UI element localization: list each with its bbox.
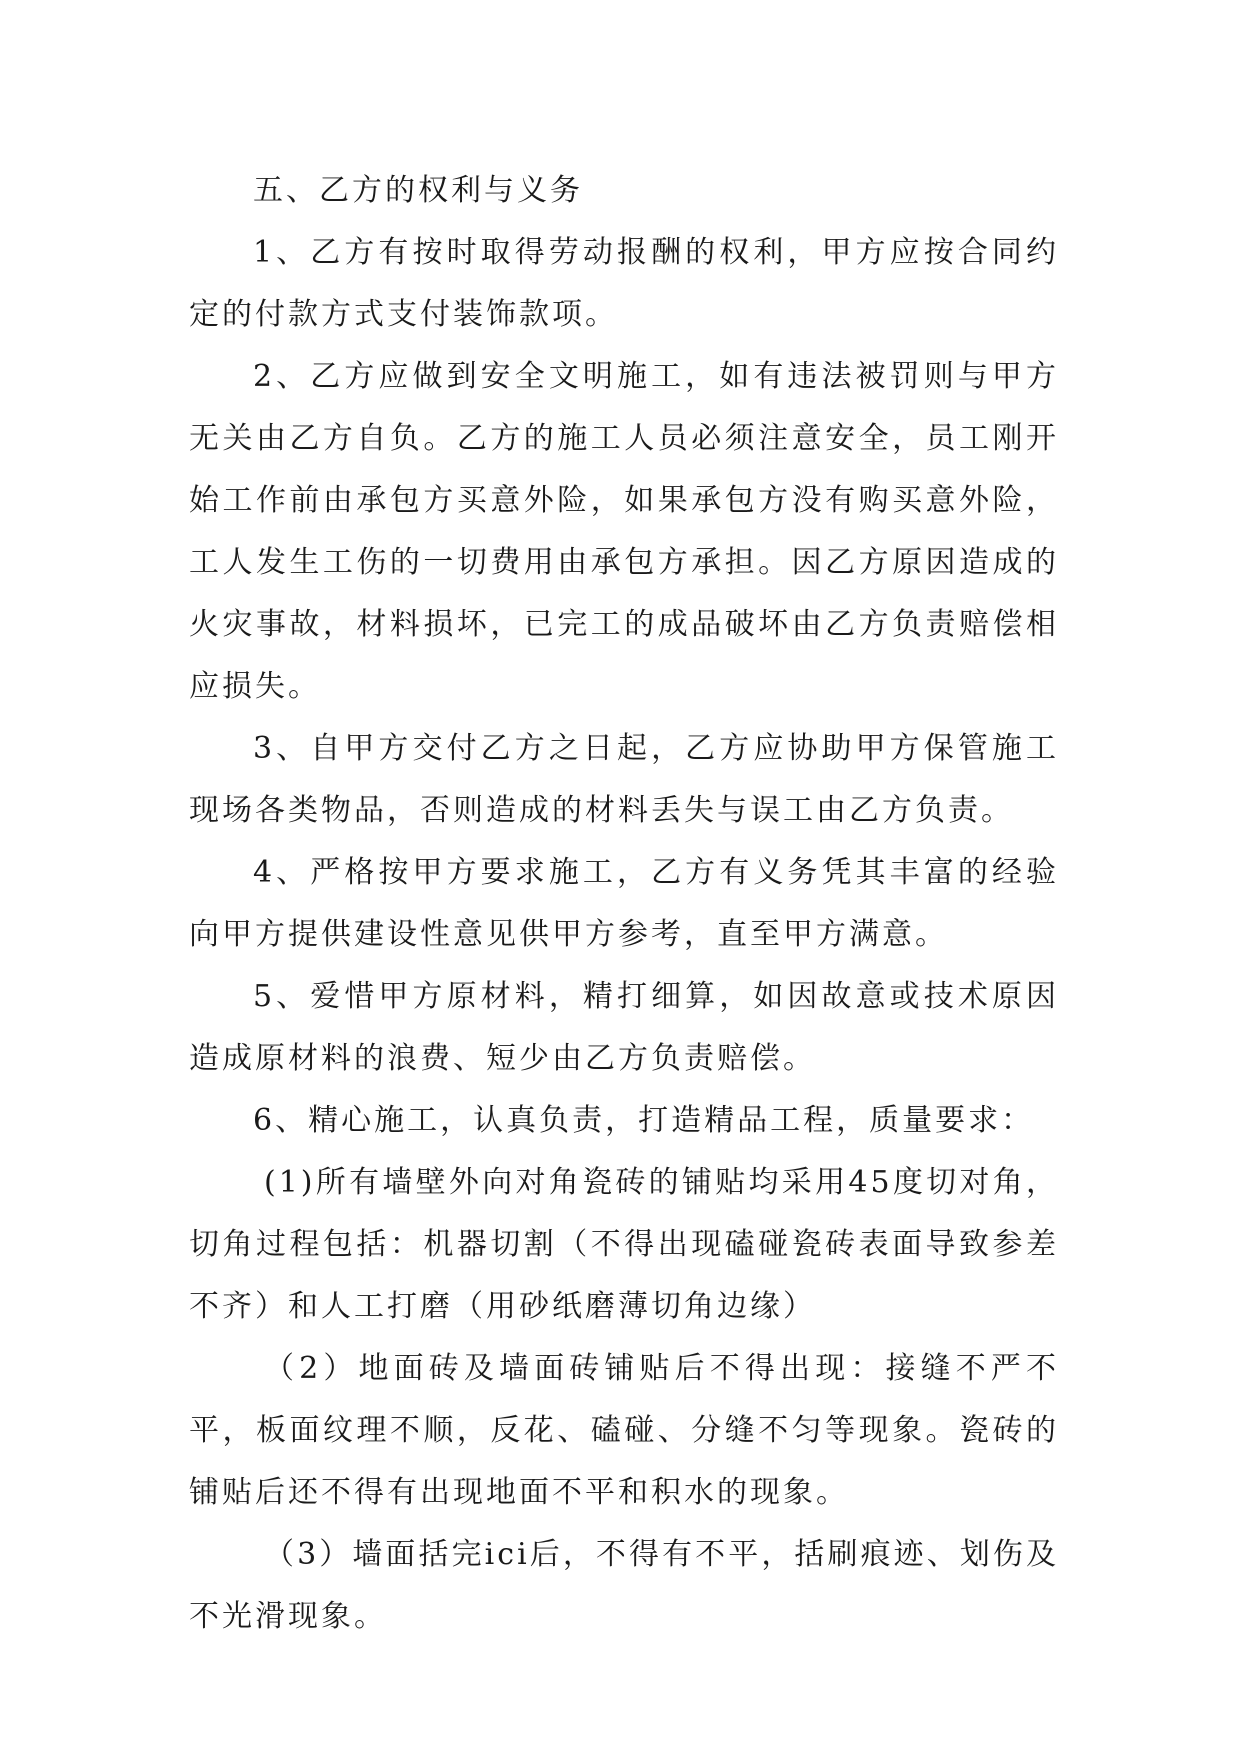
sub-item-3: （3）墙面括完ici后，不得有不平，括刷痕迹、划伤及不光滑现象。 (189, 1537, 1059, 1634)
paragraph-3: 3、自甲方交付乙方之日起，乙方应协助甲方保管施工现场各类物品，否则造成的材料丢失与误工由乙方负责。 (189, 731, 1059, 828)
paragraph-6: 6、精心施工，认真负责，打造精品工程，质量要求： (253, 1103, 1035, 1138)
sub-item-1: (1)所有墙壁外向对角瓷砖的铺贴均采用45度切对角，切角过程包括：机器切割（不得出现磕碰瓷砖表面导致参差不齐）和人工打磨（用砂纸磨薄切角边缘） (189, 1165, 1059, 1324)
paragraph-2: 2、乙方应做到安全文明施工，如有违法被罚则与甲方无关由乙方自负。乙方的施工人员必须注意安全，员工刚开始工作前由承包方买意外险，如果承包方没有购买意外险，工人发生工伤的一切费用由承包方承担。因乙方原因造成的火灾事故，材料损坏，已完工的成品破坏由乙方负责赔偿相应损失。 (189, 359, 1059, 704)
paragraph-1: 1、乙方有按时取得劳动报酬的权利，甲方应按合同约定的付款方式支付装饰款项。 (189, 235, 1059, 332)
paragraph-4: 4、严格按甲方要求施工，乙方有义务凭其丰富的经验向甲方提供建设性意见供甲方参考，直至甲方满意。 (189, 855, 1059, 952)
section-heading: 五、乙方的权利与义务 (253, 173, 583, 208)
sub-item-2: （2）地面砖及墙面砖铺贴后不得出现：接缝不严不平，板面纹理不顺，反花、磕碰、分缝不匀等现象。瓷砖的铺贴后还不得有出现地面不平和积水的现象。 (189, 1351, 1059, 1510)
paragraph-5: 5、爱惜甲方原材料，精打细算，如因故意或技术原因造成原材料的浪费、短少由乙方负责赔偿。 (189, 979, 1059, 1076)
document-body (189, 160, 1059, 1648)
